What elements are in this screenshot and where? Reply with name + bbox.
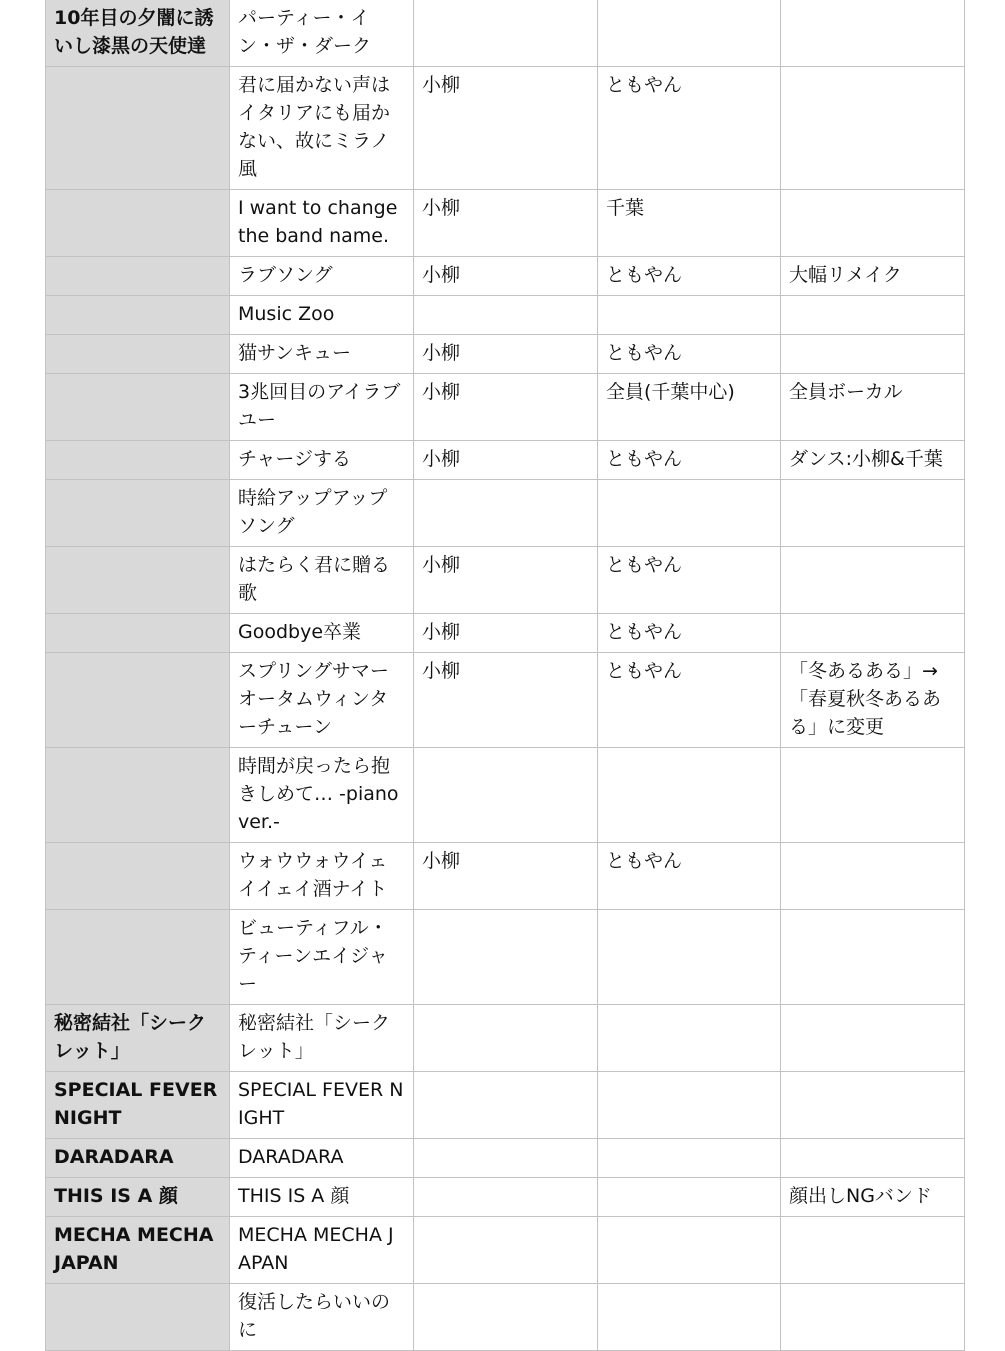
composer-cell[interactable] (598, 1284, 781, 1351)
note-cell[interactable] (781, 1005, 965, 1072)
note-cell[interactable]: 全員ボーカル (781, 374, 965, 441)
album-cell[interactable]: 秘密結社「シークレット」 (46, 1005, 230, 1072)
composer-cell[interactable]: 全員(千葉中心) (598, 374, 781, 441)
song-title-cell[interactable]: Goodbye卒業 (230, 614, 414, 653)
composer-cell[interactable] (598, 910, 781, 1005)
note-cell[interactable] (781, 67, 965, 190)
lyrics-cell[interactable] (414, 748, 598, 843)
song-table (45, 0, 965, 1351)
album-cell[interactable] (46, 374, 230, 441)
song-title-cell[interactable]: 時給アップアップソング (230, 480, 414, 547)
song-title-cell[interactable]: チャージする (230, 441, 414, 480)
album-cell[interactable] (46, 67, 230, 190)
lyrics-cell[interactable] (414, 1139, 598, 1178)
lyrics-cell[interactable] (414, 0, 598, 67)
composer-cell[interactable]: ともやん (598, 653, 781, 748)
song-title-cell[interactable]: 猫サンキュー (230, 335, 414, 374)
table-row (46, 190, 965, 257)
note-cell[interactable] (781, 335, 965, 374)
table-row (46, 480, 965, 547)
lyrics-cell[interactable]: 小柳 (414, 374, 598, 441)
note-cell[interactable] (781, 1284, 965, 1351)
album-cell[interactable] (46, 547, 230, 614)
lyrics-cell[interactable]: 小柳 (414, 843, 598, 910)
note-cell[interactable]: ダンス:小柳&千葉 (781, 441, 965, 480)
note-cell[interactable] (781, 614, 965, 653)
lyrics-cell[interactable] (414, 1217, 598, 1284)
table-row (46, 910, 965, 1005)
song-table-body (46, 0, 965, 1351)
album-cell[interactable] (46, 257, 230, 296)
song-title-cell[interactable]: ウォウウォウイェイイェイ酒ナイト (230, 843, 414, 910)
song-title-cell[interactable]: ラブソング (230, 257, 414, 296)
note-cell[interactable] (781, 748, 965, 843)
composer-cell[interactable] (598, 1217, 781, 1284)
song-title-cell[interactable]: はたらく君に贈る歌 (230, 547, 414, 614)
lyrics-cell[interactable] (414, 296, 598, 335)
song-title-cell[interactable]: 時間が戻ったら抱きしめて… -piano ver.- (230, 748, 414, 843)
song-title-cell[interactable]: 復活したらいいのに (230, 1284, 414, 1351)
table-row (46, 67, 965, 190)
song-title-cell[interactable]: THIS IS A 顔 (230, 1178, 414, 1217)
song-title-cell[interactable]: スプリングサマーオータムウィンターチューン (230, 653, 414, 748)
composer-cell[interactable] (598, 1072, 781, 1139)
note-cell[interactable]: 顔出しNGバンド (781, 1178, 965, 1217)
note-cell[interactable]: 大幅リメイク (781, 257, 965, 296)
lyrics-cell[interactable]: 小柳 (414, 257, 598, 296)
lyrics-cell[interactable] (414, 1284, 598, 1351)
table-row (46, 614, 965, 653)
composer-cell[interactable] (598, 296, 781, 335)
composer-cell[interactable]: ともやん (598, 614, 781, 653)
composer-cell[interactable] (598, 480, 781, 547)
note-cell[interactable]: 「冬あるある」→「春夏秋冬あるある」に変更 (781, 653, 965, 748)
note-cell[interactable] (781, 1072, 965, 1139)
table-row (46, 1217, 965, 1284)
lyrics-cell[interactable] (414, 910, 598, 1005)
table-row (46, 1284, 965, 1351)
song-title-cell[interactable]: 3兆回目のアイラブユー (230, 374, 414, 441)
table-row (46, 547, 965, 614)
note-cell[interactable] (781, 1139, 965, 1178)
song-title-cell[interactable]: パーティー・イン・ザ・ダーク (230, 0, 414, 67)
album-cell[interactable] (46, 910, 230, 1005)
album-cell[interactable]: DARADARA (46, 1139, 230, 1178)
lyrics-cell[interactable]: 小柳 (414, 653, 598, 748)
album-cell[interactable] (46, 480, 230, 547)
album-cell[interactable]: THIS IS A 顔 (46, 1178, 230, 1217)
album-cell[interactable]: SPECIAL FEVER NIGHT (46, 1072, 230, 1139)
composer-cell[interactable]: ともやん (598, 257, 781, 296)
album-cell[interactable] (46, 1284, 230, 1351)
lyrics-cell[interactable]: 小柳 (414, 335, 598, 374)
composer-cell[interactable] (598, 1139, 781, 1178)
song-title-cell[interactable]: 君に届かない声はイタリアにも届かない、故にミラノ風 (230, 67, 414, 190)
lyrics-cell[interactable]: 小柳 (414, 67, 598, 190)
lyrics-cell[interactable]: 小柳 (414, 441, 598, 480)
table-row (46, 296, 965, 335)
album-cell[interactable] (46, 335, 230, 374)
lyrics-cell[interactable]: 小柳 (414, 614, 598, 653)
song-title-cell[interactable]: 秘密結社「シークレット」 (230, 1005, 414, 1072)
table-row (46, 335, 965, 374)
song-title-cell[interactable]: I want to change the band name. (230, 190, 414, 257)
lyrics-cell[interactable] (414, 480, 598, 547)
album-cell[interactable] (46, 614, 230, 653)
composer-cell[interactable] (598, 1005, 781, 1072)
note-cell[interactable] (781, 1217, 965, 1284)
composer-cell[interactable]: 千葉 (598, 190, 781, 257)
table-row (46, 441, 965, 480)
album-cell[interactable]: MECHA MECHA JAPAN (46, 1217, 230, 1284)
composer-cell[interactable]: ともやん (598, 335, 781, 374)
lyrics-cell[interactable] (414, 1178, 598, 1217)
composer-cell[interactable] (598, 748, 781, 843)
composer-cell[interactable]: ともやん (598, 547, 781, 614)
album-cell[interactable] (46, 653, 230, 748)
song-title-cell[interactable]: SPECIAL FEVER NIGHT (230, 1072, 414, 1139)
table-row (46, 843, 965, 910)
note-cell[interactable] (781, 190, 965, 257)
table-row (46, 653, 965, 748)
song-title-cell[interactable]: Music Zoo (230, 296, 414, 335)
table-row (46, 748, 965, 843)
album-cell[interactable]: 10年目の夕闇に誘いし漆黒の天使達 (46, 0, 230, 67)
note-cell[interactable] (781, 910, 965, 1005)
composer-cell[interactable]: ともやん (598, 441, 781, 480)
song-title-cell[interactable]: MECHA MECHA JAPAN (230, 1217, 414, 1284)
table-row (46, 1139, 965, 1178)
note-cell[interactable] (781, 843, 965, 910)
album-cell[interactable] (46, 843, 230, 910)
song-title-cell[interactable]: DARADARA (230, 1139, 414, 1178)
table-row (46, 1178, 965, 1217)
lyrics-cell[interactable] (414, 1072, 598, 1139)
note-cell[interactable] (781, 296, 965, 335)
note-cell[interactable] (781, 0, 965, 67)
composer-cell[interactable]: ともやん (598, 67, 781, 190)
composer-cell[interactable] (598, 1178, 781, 1217)
composer-cell[interactable]: ともやん (598, 843, 781, 910)
album-cell[interactable] (46, 441, 230, 480)
table-row (46, 1005, 965, 1072)
table-row (46, 1072, 965, 1139)
album-cell[interactable] (46, 190, 230, 257)
table-row (46, 374, 965, 441)
album-cell[interactable] (46, 296, 230, 335)
composer-cell[interactable] (598, 0, 781, 67)
song-title-cell[interactable]: ビューティフル・ティーンエイジャー (230, 910, 414, 1005)
lyrics-cell[interactable]: 小柳 (414, 190, 598, 257)
note-cell[interactable] (781, 547, 965, 614)
album-cell[interactable] (46, 748, 230, 843)
note-cell[interactable] (781, 480, 965, 547)
table-row (46, 257, 965, 296)
lyrics-cell[interactable] (414, 1005, 598, 1072)
lyrics-cell[interactable]: 小柳 (414, 547, 598, 614)
table-row (46, 0, 965, 67)
